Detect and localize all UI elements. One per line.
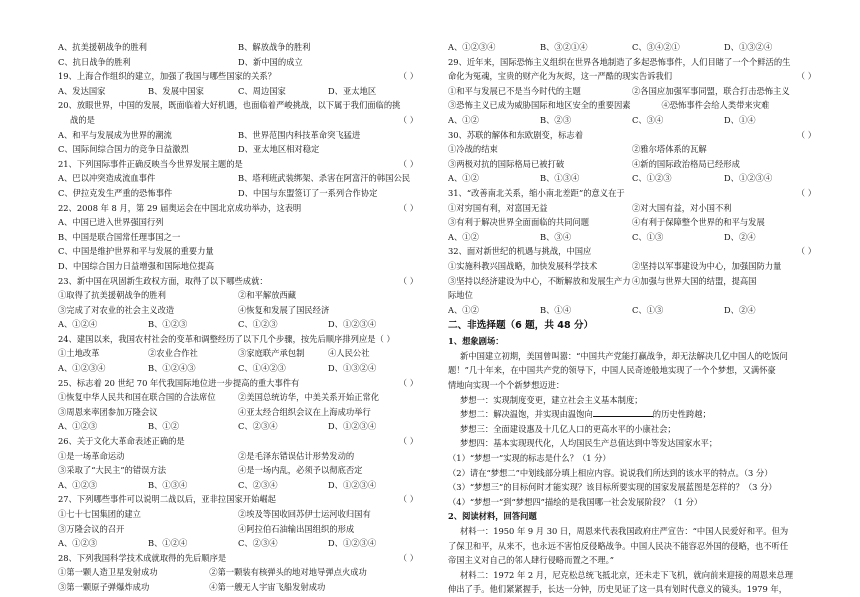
option: A、①② (448, 231, 479, 242)
option: B、世界范围内科技革命突飞猛进 (238, 129, 361, 140)
q25-items (58, 405, 418, 420)
left-column (58, 40, 418, 595)
question-stem: 23、新中国在巩固新生政权方面，取得了以下哪些成就： (58, 275, 268, 286)
q31-items (448, 201, 816, 216)
answer-blank: （ ） (796, 129, 816, 140)
question-stem: 19、上海合作组织的建立，加强了我国与哪些国家的关系？ (58, 71, 276, 82)
statement-item: ①是一场革命运动 (58, 450, 125, 461)
option: B、①③④ (540, 173, 580, 184)
option: C、②③④ (238, 421, 278, 432)
option: D、新中国的成立 (238, 56, 303, 67)
option: A、和平与发展成为世界的潮流 (58, 129, 172, 140)
statement-item: ②坚持以军事建设为中心，加强国防力量 (632, 260, 782, 271)
answer-blank: （ ） (796, 246, 816, 257)
q28-items (58, 565, 418, 580)
option: D、②④ (724, 304, 756, 315)
q21-options (58, 171, 418, 186)
sub-question: （3）“梦想三”的目标何时才能实现？该目标所要实现的国家发展蓝图是怎样的？（3 分） (448, 482, 777, 493)
q23-items (58, 288, 418, 303)
q31-items (448, 215, 816, 230)
statement-item: ④有利于保障整个世界的和平与发展 (632, 217, 765, 228)
option: C、国际间综合国力的竞争日益激烈 (58, 144, 189, 155)
section-heading: 二、非选择题（6 题，共 48 分） (448, 320, 594, 332)
paragraph-line: 新中国建立初期，美国曾叫嚣：“中国共产党能打赢战争，却无法解决几亿中国人的吃饭问 (460, 350, 788, 361)
subsection-title: 2、阅读材料，回答问题 (448, 511, 537, 522)
option: D、中国综合国力日益增强和国际地位提高 (58, 260, 214, 271)
answer-blank: （ ） (398, 71, 418, 82)
q23-items (58, 303, 418, 318)
q31-options (448, 230, 816, 245)
answer-blank: （ ） (796, 71, 816, 82)
option: B、①②④③ (148, 363, 196, 374)
q32-items (448, 274, 816, 289)
option: A、①②③ (58, 538, 98, 549)
material-line: 伸出了手。他们紧紧握手，长达一分钟，历史见证了这一具有划时代意义的镜头。1979 年， (448, 584, 788, 595)
q25-options (58, 419, 418, 434)
option: D、①②③④ (328, 319, 377, 330)
option: A、①② (448, 304, 479, 315)
question-stem: 25、标志着 20 世纪 70 年代我国际地位进一步提高的重大事件有 (58, 377, 300, 388)
statement-item: ②各国应加强军事同盟，联合打击恐怖主义 (632, 85, 790, 96)
question-27 (58, 492, 418, 507)
option: A、①②③④ (58, 363, 106, 374)
statement-item: ②是毛泽东错误估计形势发动的 (238, 450, 355, 461)
option: D、亚太地区相对稳定 (238, 144, 320, 155)
option: D、①②③④ (328, 538, 377, 549)
question-stem: 31、“改善南北关系，缩小南北差距”的意义在于 (448, 187, 625, 198)
option: D、①②③④ (328, 421, 377, 432)
dream-item (448, 407, 816, 422)
option: C、抗日战争的胜利 (58, 56, 131, 67)
statement-item: ③恐怖主义已成为威胁国际和地区安全的重要因素 (448, 100, 631, 111)
q29-items (448, 84, 816, 99)
option: B、①③④ (148, 479, 188, 490)
question-20-stem-cont (58, 113, 418, 128)
option: C、周边国家 (238, 85, 286, 96)
statement-item: ③周恩来率团参加万隆会议 (58, 406, 158, 417)
question-stem: 26、关于文化大革命表述正确的是 (58, 436, 185, 447)
answer-blank: （ ） (398, 377, 418, 388)
question-26 (58, 434, 418, 449)
q29-options (448, 113, 816, 128)
statement-item: ③万隆会议的召开 (58, 523, 125, 534)
option: C、②③④ (238, 479, 278, 490)
option: D、①③②④ (328, 363, 377, 374)
q30-items (448, 157, 816, 172)
q32-items (448, 259, 816, 274)
question-20-stem: 20、放眼世界，中国的发展，既面临着大好机遇，也面临着严峻挑战，以下属于我们面临的挑 (58, 100, 401, 111)
question-stem: 21、下列国际事件正确反映当今世界发展主题的是 (58, 158, 243, 169)
q29-items (448, 98, 816, 113)
option: D、①②③④ (328, 479, 377, 490)
q27-items (58, 507, 418, 522)
question-31 (448, 186, 816, 201)
q28-items (58, 580, 418, 595)
option: A、①② (448, 114, 479, 125)
option: A、①② (448, 173, 479, 184)
statement-item: ①取得了抗美援朝战争的胜利 (58, 290, 166, 301)
option: C、①③ (632, 304, 664, 315)
question-stem: 30、苏联的解体和东欧剧变，标志着 (448, 129, 584, 140)
statement-item: ③第一颗原子弹爆炸成功 (58, 581, 150, 592)
statement-item: ②埃及等国收回苏伊士运河收归国有 (238, 509, 371, 519)
statement-item: ①实施科教兴国战略，加快发展科学技术 (448, 260, 598, 271)
option: C、①④②③ (238, 363, 286, 374)
material-line: 材料二：1972 年 2 月，尼克松总统飞抵北京，还未走下飞机，就向前来迎接的周恩来总理 (460, 569, 793, 580)
option: B、③②①④ (540, 42, 588, 52)
answer-blank: （ ） (398, 552, 418, 563)
fill-blank[interactable] (593, 407, 653, 417)
material-line: 了保卫和平，从来不，也永远不害怕反侵略战争。中国人民决不能容忍外国的侵略，也不听任 (448, 540, 789, 551)
question-22 (58, 201, 418, 216)
right-column (448, 40, 816, 597)
q26-items (58, 449, 418, 464)
statement-item: ①七十七国集团的建立 (58, 509, 141, 519)
option: C、③④ (632, 114, 664, 125)
option: B、中国是联合国常任理事国之一 (58, 231, 181, 242)
answer-blank: （ ） (398, 275, 418, 286)
dream-text: 梦想二：解决温饱，并实现由温饱向 (460, 409, 593, 420)
statement-item: ③两极对抗的国际格局已被打破 (448, 158, 565, 169)
statement-item: ④是一场内乱，必须予以彻底否定 (238, 465, 363, 476)
question-stem: 28、下列我国科学技术成就取得的先后顺序是 (58, 552, 227, 563)
material-line: 材料一：1950 年 9 月 30 日，周恩来代表我国政府庄严宣告：“中国人民爱好和平。但为 (460, 526, 789, 536)
dream-text: 的历史性跨越； (652, 409, 711, 420)
question-19 (58, 69, 418, 84)
statement-item: ②雅尔塔体系的瓦解 (632, 144, 707, 155)
option: B、发展中国家 (148, 85, 204, 96)
paragraph-line: 题！”几十年来，在中国共产党的领导下，中国人民奇迹般地实现了一个个梦想，又满怀豪 (448, 365, 776, 376)
question-23 (58, 274, 418, 289)
option: A、发达国家 (58, 85, 106, 96)
statement-item: ③采取了“大民主”的错误方法 (58, 465, 167, 476)
statement-item: ①土地改革 (58, 348, 100, 359)
statement-item: ①恢复中华人民共和国在联合国的合法席位 (58, 392, 216, 403)
q26-items (58, 463, 418, 478)
option: A、①②③ (58, 421, 98, 432)
option: C、③④②① (632, 42, 680, 52)
statement-item: ①第一颗人造卫星发射成功 (58, 567, 158, 578)
sub-question: （4）“梦想一”到“梦想四”描绘的是我国哪一社会发展阶段？（1 分） (448, 496, 703, 507)
sub-question: （2）请在“梦想二”中划线部分填上相应内容。说说我们所达到的该水平的特点。（3 分） (448, 467, 773, 478)
question-30 (448, 128, 816, 143)
statement-item: ③有利于解决世界全面面临的共同问题 (448, 217, 590, 228)
option: A、巴以冲突造成流血事件 (58, 173, 156, 184)
q20-options (58, 142, 418, 157)
q23-options (58, 317, 418, 332)
q20-options (58, 128, 418, 143)
q18-options (58, 40, 418, 55)
option: A、①②③ (58, 479, 98, 490)
statement-item: ②对大国有益，对小国不利 (632, 202, 732, 213)
statement-item: ②和平解放西藏 (238, 290, 297, 301)
answer-blank: （ ） (398, 158, 418, 169)
q30-items (448, 142, 816, 157)
option: C、①②③ (632, 173, 672, 184)
question-stem: 命化为冤魂，宝贵的财产化为灰烬，这一严酷的现实告诉我们 (448, 71, 673, 82)
statement-item: ④亚太经合组织会议在上海成功举行 (238, 406, 371, 417)
statement-item: ④恢复和发展了国民经济 (238, 304, 330, 315)
q19-options (58, 84, 418, 99)
dream-item: 梦想四：基本实现现代化，人均国民生产总值达到中等发达国家水平； (460, 438, 718, 449)
option: B、塔利班武装绑架、杀害在阿富汗的韩国公民 (238, 173, 411, 184)
option: B、③④ (540, 231, 571, 242)
sub-question: （1）“梦想一”实现的标志是什么？（1 分） (448, 453, 611, 464)
option: B、①② (148, 421, 179, 432)
q30-options (448, 171, 816, 186)
material-line: 帝国主义对自己的邻人肆行侵略而置之不理。” (448, 555, 615, 566)
q21-options (58, 186, 418, 201)
statement-item: ④加强与世界大国的结盟，提高国 (632, 275, 757, 286)
option: C、①②③ (238, 319, 278, 330)
option: C、中国是维护世界和平与发展的重要力量 (58, 246, 214, 257)
statement-item: ②农业合作社 (148, 348, 198, 359)
statement-item: ④阿拉伯石油输出国组织的形成 (238, 523, 355, 534)
option: D、②④ (724, 231, 756, 242)
question-24-stem: 24、建国以来，我国农村社会的变革和调整经历了以下几个步骤，按先后顺序排列应是（ ） (58, 333, 395, 344)
question-21 (58, 157, 418, 172)
option: A、①②③④ (448, 42, 496, 52)
statement-item: ④人民公社 (328, 348, 370, 359)
option: B、解放战争的胜利 (238, 42, 311, 52)
option: A、抗美援朝战争的胜利 (58, 42, 147, 52)
q25-items (58, 390, 418, 405)
option: B、①②④ (148, 538, 188, 549)
option: C、伊拉克发生严重的恐怖事件 (58, 187, 173, 198)
statement-item-cont: 际地位 (448, 290, 473, 301)
q28-options (448, 40, 816, 55)
dream-item: 梦想三：全面建设惠及十几亿人口的更高水平的小康社会； (460, 423, 676, 434)
statement-item: ③家庭联产承包制 (238, 348, 305, 359)
statement-item: ③坚持以经济建设为中心，不断解放和发展生产力 (448, 275, 631, 286)
answer-blank: （ ） (398, 202, 418, 213)
option: D、①②③④ (724, 173, 773, 184)
question-stem: 27、下列哪些事件可以说明二战以后，亚非拉国家开始崛起 (58, 494, 276, 505)
statement-item: ②美国总统访华，中美关系开始正常化 (238, 392, 380, 403)
q18-options (58, 55, 418, 70)
question-32 (448, 244, 816, 259)
q24-options (58, 361, 418, 376)
statement-item: ④第一艘无人宇宙飞船发射成功 (209, 581, 326, 592)
statement-item: ①冷战的结束 (448, 144, 498, 155)
question-28 (58, 551, 418, 566)
option: A、中国已进入世界强国行列 (58, 217, 164, 228)
q32-options (448, 303, 816, 318)
statement-item: ①对穷国有利，对富国无益 (448, 202, 548, 213)
dream-item: 梦想一：实现制度变更，建立社会主义基本制度； (460, 394, 643, 405)
option: D、①④ (724, 114, 756, 125)
question-stem: 战的是 (70, 114, 95, 125)
answer-blank: （ ） (398, 436, 418, 447)
statement-item: ④新的国际政治格局已经形成 (632, 158, 740, 169)
option: B、①②③ (148, 319, 188, 330)
statement-item: ②第一颗装有核弹头的地对地导弹点火成功 (209, 567, 367, 578)
option: B、②③ (540, 114, 571, 125)
q27-items (58, 522, 418, 537)
q27-options (58, 536, 418, 551)
option: B、①④ (540, 304, 571, 315)
option: D、亚太地区 (328, 85, 377, 96)
option: C、②③④ (238, 538, 278, 549)
q26-options (58, 478, 418, 493)
subsection-title: 1、想象剧场： (448, 336, 504, 347)
statement-item: ④恐怖事件会给人类带来灾难 (661, 100, 770, 111)
option: A、①②④ (58, 319, 98, 330)
answer-blank: （ ） (398, 114, 418, 125)
option: D、①③②④ (724, 42, 773, 52)
question-29-stem-cont (448, 69, 816, 84)
option: D、中国与东盟签订了一系列合作协定 (238, 187, 378, 198)
question-29-stem: 29、近年来，国际恐怖主义组织在世界各地制造了多起恐怖事件，人们目睹了一个个鲜活的生 (448, 56, 791, 67)
answer-blank: （ ） (796, 187, 816, 198)
statement-item: ③完成了对农业的社会主义改造 (58, 304, 175, 315)
paragraph-line: 情地向实现一个个新梦想迈进： (448, 380, 565, 391)
statement-item: ①和平与发展已不是当今时代的主题 (448, 85, 581, 96)
question-stem: 32、面对新世纪的机遇与挑战，中国应 (448, 246, 592, 257)
question-stem: 22、2008 年 8 月，第 29 届奥运会在中国北京成功举办，这表明 (58, 202, 302, 213)
answer-blank: （ ） (398, 494, 418, 505)
q24-items (58, 346, 418, 361)
option: C、①③ (632, 231, 664, 242)
question-25 (58, 376, 418, 391)
